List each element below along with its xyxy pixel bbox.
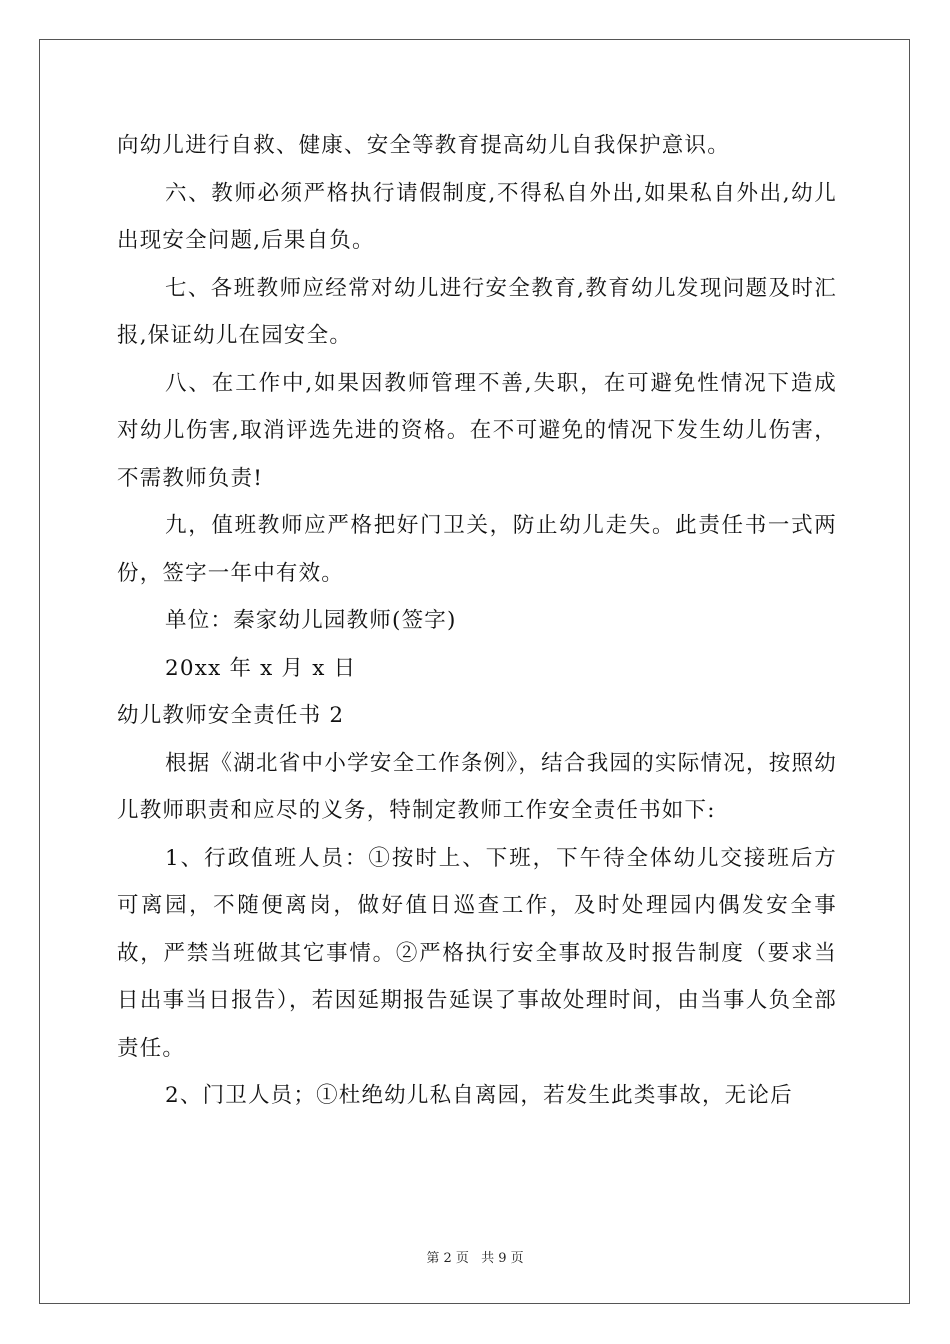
paragraph-item-1: 1、行政值班人员：①按时上、下班，下午待全体幼儿交接班后方可离园，不随便离岗，做好值日巡查工作，及时处理园内偶发安全事故，严禁当班做其它事情。②严格执行安全事故及时报告制度（要求当日出事当日报告），若因延期报告延误了事故处理时间，由当事人负全部责任。 bbox=[117, 845, 837, 1061]
paragraph-clause-7: 七、各班教师应经常对幼儿进行安全教育,教育幼儿发现问题及时汇报,保证幼儿在园安全。 bbox=[117, 275, 837, 348]
page-footer bbox=[0, 1247, 950, 1266]
paragraph-clause-6: 六、教师必须严格执行请假制度,不得私自外出,如果私自外出,幼儿出现安全问题,后果自负。 bbox=[117, 180, 837, 253]
page-number: 第 2 页 bbox=[426, 1251, 469, 1266]
document-body bbox=[117, 122, 837, 1120]
signature-unit-line: 单位：秦家幼儿园教师(签字) bbox=[165, 608, 457, 633]
paragraph-continuation: 向幼儿进行自救、健康、安全等教育提高幼儿自我保护意识。 bbox=[117, 133, 730, 158]
paragraph-item-2: 2、门卫人员；①杜绝幼儿私自离园，若发生此类事故，无论后 bbox=[165, 1083, 793, 1108]
paragraph-clause-8: 八、在工作中,如果因教师管理不善,失职，在可避免性情况下造成对幼儿伤害,取消评选先进的资格。在不可避免的情况下发生幼儿伤害，不需教师负责! bbox=[117, 370, 837, 491]
paragraph-clause-9: 九，值班教师应严格把好门卫关，防止幼儿走失。此责任书一式两份，签字一年中有效。 bbox=[117, 513, 837, 586]
page-total: 共 9 页 bbox=[481, 1251, 524, 1266]
signature-date-line: 20xx 年 x 月 x 日 bbox=[165, 655, 357, 681]
paragraph-intro: 根据《湖北省中小学安全工作条例》，结合我园的实际情况，按照幼儿教师职责和应尽的义务，特制定教师工作安全责任书如下: bbox=[117, 750, 837, 823]
section-title: 幼儿教师安全责任书 2 bbox=[117, 703, 345, 728]
